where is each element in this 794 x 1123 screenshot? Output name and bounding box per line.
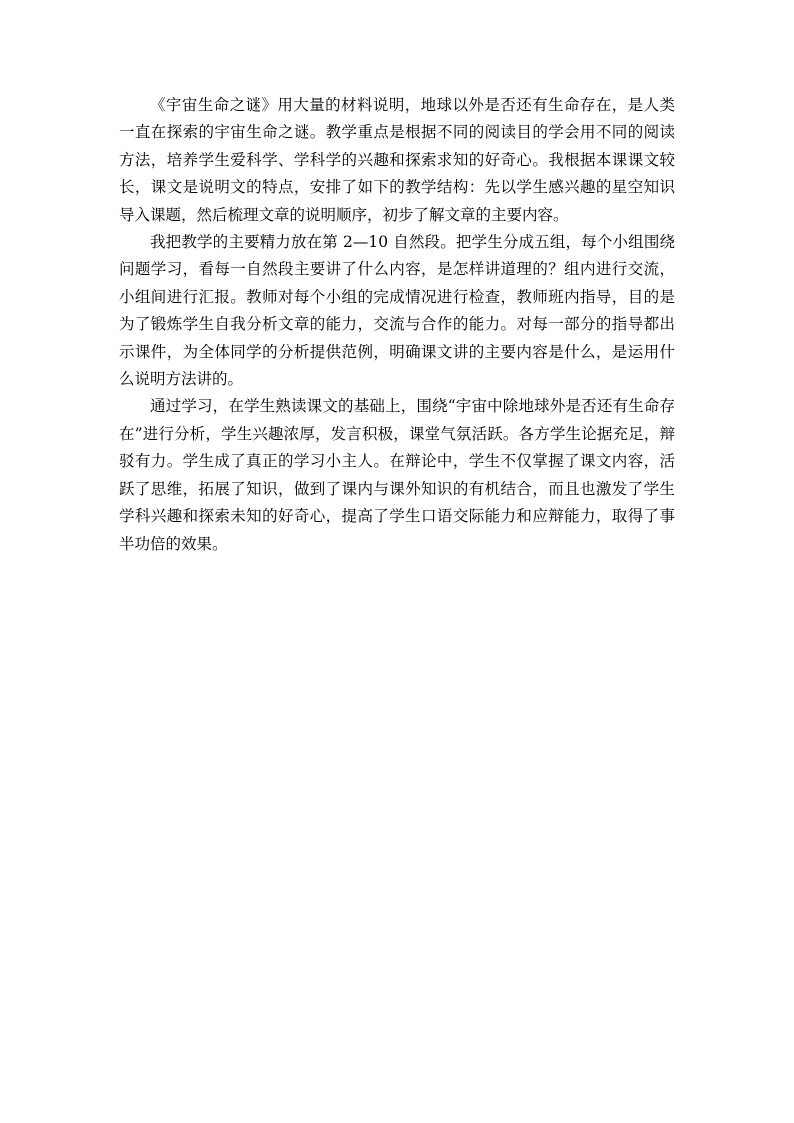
paragraph-2: 我把教学的主要精力放在第 2—10 自然段。把学生分成五组，每个小组围绕问题学习，看每一自然段主要讲了什么内容，是怎样讲道理的？组内进行交流，小组间进行汇报。教师对每个小组的完成情况进行检查，教师班内指导，目的是为了锻炼学生自我分析文章的能力，交流与合作的能力。对每一部分的指导都出示课件，为全体同学的分析提供范例，明确课文讲的主要内容是什么，是运用什么说明方法讲的。 [119, 233, 675, 389]
paragraph-3: 通过学习，在学生熟读课文的基础上，围绕“宇宙中除地球外是否还有生命存在”进行分析，学生兴趣浓厚，发言积极，课堂气氛活跃。各方学生论据充足，辩驳有力。学生成了真正的学习小主人。在辩论中，学生不仅掌握了课文内容，活跃了思维，拓展了知识，做到了课内与课外知识的有机结合，而且也激发了学生学科兴趣和探索未知的好奇心，提高了学生口语交际能力和应辩能力，取得了事半功倍的效果。 [119, 397, 675, 553]
paragraph-1: 《宇宙生命之谜》用大量的材料说明，地球以外是否还有生命存在，是人类一直在探索的宇宙生命之谜。教学重点是根据不同的阅读目的学会用不同的阅读方法，培养学生爱科学、学科学的兴趣和探索求知的好奇心。我根据本课课文较长，课文是说明文的特点，安排了如下的教学结构：先以学生感兴趣的星空知识导入课题，然后梳理文章的说明顺序，初步了解文章的主要内容。 [119, 96, 675, 224]
document-body [119, 92, 675, 558]
